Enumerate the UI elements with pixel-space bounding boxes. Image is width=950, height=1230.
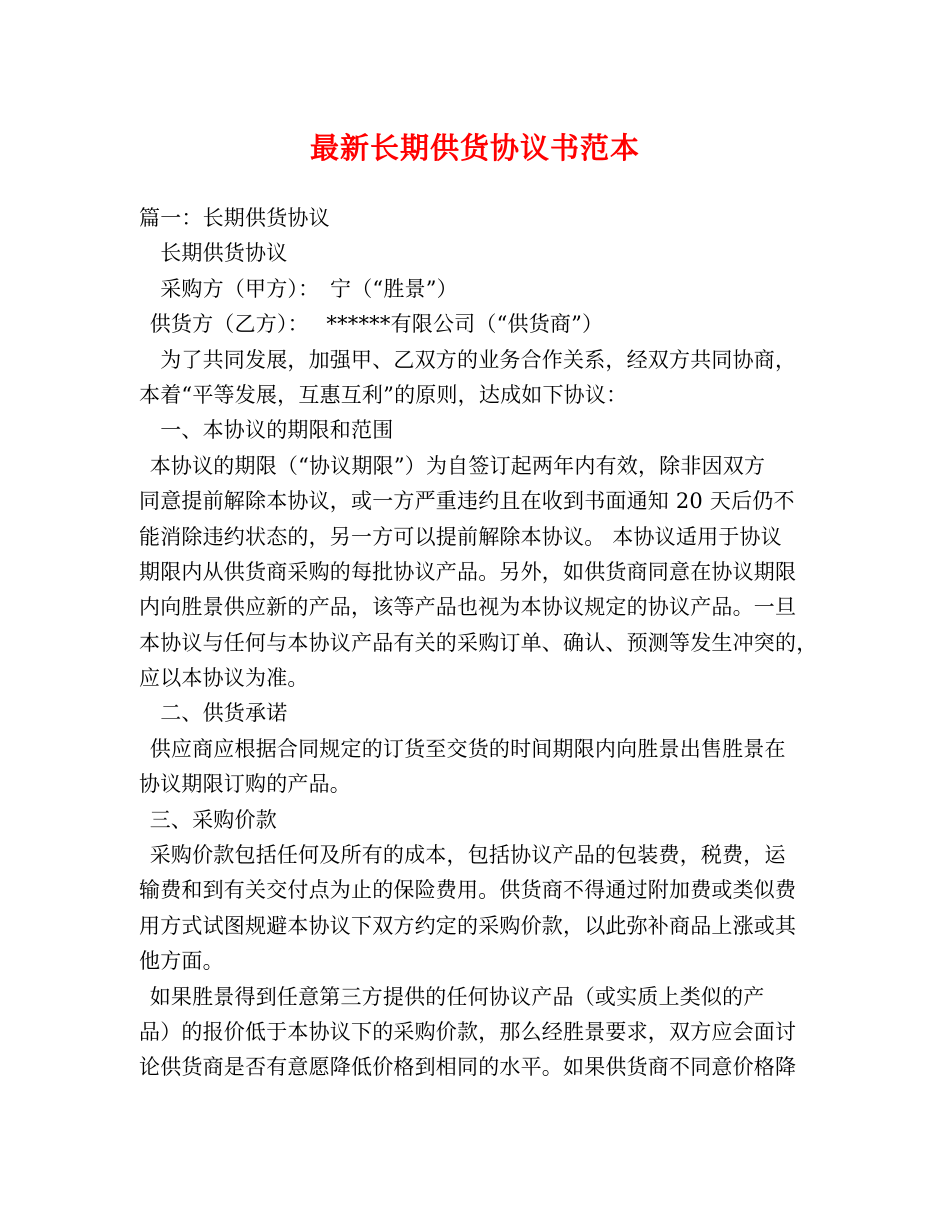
line-indent (139, 312, 150, 336)
line-text: 篇一：长期供货协议 (139, 206, 330, 230)
document-line (139, 590, 829, 625)
line-text: 能消除违约状态的，另一方可以提前解除本协议。 本协议适用于协议 (139, 524, 782, 549)
document-line (139, 1050, 829, 1085)
document-line (139, 378, 829, 413)
document-line (139, 272, 829, 307)
document-line (139, 661, 829, 696)
line-indent (139, 241, 160, 265)
line-indent (139, 348, 160, 372)
line-text: 采购方（甲方）： 宁（“胜景”） (160, 276, 458, 301)
document-line (139, 909, 829, 944)
line-text: 协议期限订购的产品。 (139, 772, 351, 797)
line-text: 长期供货协议 (160, 241, 288, 266)
line-text: 本协议的期限（“协议期限”）为自签订起两年内有效，除非因双方 (149, 453, 766, 478)
line-indent (139, 454, 150, 478)
document-line (139, 732, 829, 767)
document-line (139, 520, 829, 555)
document-line (139, 1015, 829, 1050)
line-text: 他方面。 (139, 949, 224, 974)
document-body (139, 201, 829, 1086)
line-indent (139, 277, 160, 301)
document-line (139, 555, 829, 590)
document-line (139, 944, 829, 979)
line-indent (139, 418, 160, 442)
document-line (139, 307, 829, 342)
line-text: 本协议与任何与本协议产品有关的采购订单、确认、预测等发生冲突的， (139, 630, 818, 655)
line-text: 同意提前解除本协议，或一方严重违约且在收到书面通知 20 天后仍不 (139, 489, 795, 514)
document-line (139, 626, 829, 661)
line-text: 供应商应根据合同规定的订货至交货的时间期限内向胜景出售胜景在 (149, 736, 786, 761)
document-line (139, 803, 829, 838)
document-line (139, 413, 829, 448)
document-line (139, 873, 829, 908)
document-line (139, 484, 829, 519)
line-text: 一、本协议的期限和范围 (160, 418, 394, 443)
line-indent (139, 843, 150, 867)
document-line (139, 838, 829, 873)
document-line (139, 236, 829, 271)
line-text: 输费和到有关交付点为止的保险费用。供货商不得通过附加费或类似费 (139, 878, 797, 903)
line-text: 二、供货承诺 (160, 701, 288, 726)
line-text: 供货方（乙方）： ******有限公司（“供货商”） (149, 312, 604, 337)
line-text: 如果胜景得到任意第三方提供的任何协议产品（或实质上类似的产 (149, 984, 765, 1009)
document-line (139, 343, 829, 378)
document-line (139, 767, 829, 802)
document-line (139, 201, 829, 236)
line-text: 内向胜景供应新的产品，该等产品也视为本协议规定的协议产品。一旦 (139, 595, 797, 620)
line-text: 用方式试图规避本协议下双方约定的采购价款，以此弥补商品上涨或其 (139, 913, 797, 938)
line-text: 应以本协议为准。 (139, 666, 309, 691)
line-indent (139, 701, 160, 725)
line-indent (139, 808, 150, 832)
line-indent (139, 737, 150, 761)
line-text: 期限内从供货商采购的每批协议产品。另外，如供货商同意在协议期限 (139, 559, 797, 584)
line-text: 品）的报价低于本协议下的采购价款，那么经胜景要求，双方应会面讨 (139, 1019, 797, 1044)
line-text: 三、采购价款 (149, 807, 277, 832)
line-indent (139, 985, 150, 1009)
line-text: 采购价款包括任何及所有的成本，包括协议产品的包装费，税费，运 (149, 843, 786, 868)
line-text: 论供货商是否有意愿降低价格到相同的水平。如果供货商不同意价格降 (139, 1055, 797, 1080)
document-line (139, 980, 829, 1015)
line-text: 本着“平等发展，互惠互利”的原则，达成如下协议： (139, 382, 628, 407)
document-line (139, 449, 829, 484)
line-text: 为了共同发展，加强甲、乙双方的业务合作关系，经双方共同协商， (160, 347, 797, 372)
document-line (139, 696, 829, 731)
document-title: 最新长期供货协议书范本 (309, 131, 640, 165)
